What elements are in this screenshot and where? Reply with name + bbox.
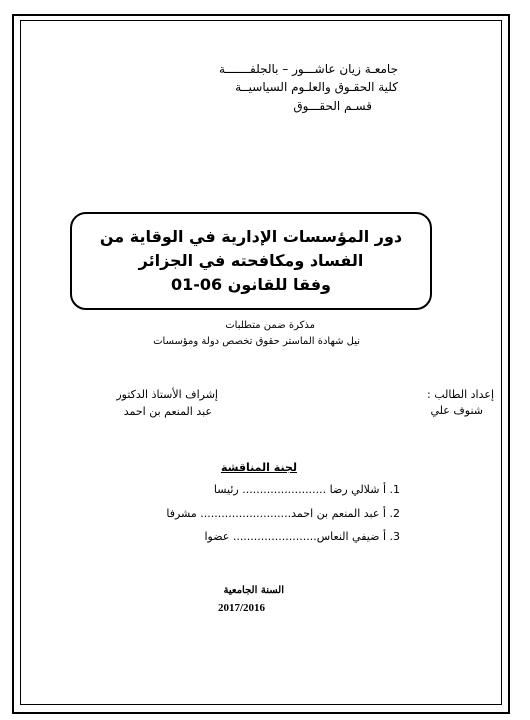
committee-heading: لجنة المناقشة [220, 461, 297, 474]
department-name: قسـم الحقـــوق [293, 99, 372, 113]
member-entry: أ شلالي رضا ........................ رئيسا [213, 483, 386, 496]
memo-subtitle-1: مذكرة ضمن متطلبات [225, 320, 315, 331]
thesis-title-line-2: الفساد ومكافحته في الجزائر [138, 251, 364, 270]
supervisor-label: إشراف الأستاذ الدكتور [116, 388, 218, 401]
student-name: شنوف علي [430, 404, 483, 417]
committee-member [204, 530, 400, 543]
faculty-name: كلية الحقـوق والعلـوم السياسيــة [235, 80, 398, 94]
committee-member [166, 507, 400, 520]
member-number: 3. [389, 530, 400, 543]
supervisor-name: عبد المنعم بن احمد [123, 405, 212, 418]
thesis-title-line-1: دور المؤسسات الإدارية في الوقاية من [99, 227, 403, 246]
thesis-title-box [70, 212, 432, 310]
member-number: 2. [389, 507, 400, 520]
university-name: جامعـة زيان عاشـــور – بالجلفـــــــة [219, 62, 398, 76]
committee-member [214, 483, 400, 496]
academic-year-value: 2017/2016 [218, 602, 266, 614]
academic-year-label: السنة الجامعية [223, 585, 284, 596]
memo-subtitle-2: نيل شهادة الماستر حقوق تخصص دولة ومؤسسات [153, 336, 360, 347]
member-entry: أ ضيفي النعاس........................ عضوا [204, 530, 386, 543]
student-label: إعداد الطالب : [427, 388, 494, 401]
thesis-title-line-3: وفقا للقانون 06-01 [170, 275, 331, 294]
member-entry: أ عبد المنعم بن احمد.......................... مشرفا [166, 507, 386, 520]
member-number: 1. [389, 483, 400, 496]
